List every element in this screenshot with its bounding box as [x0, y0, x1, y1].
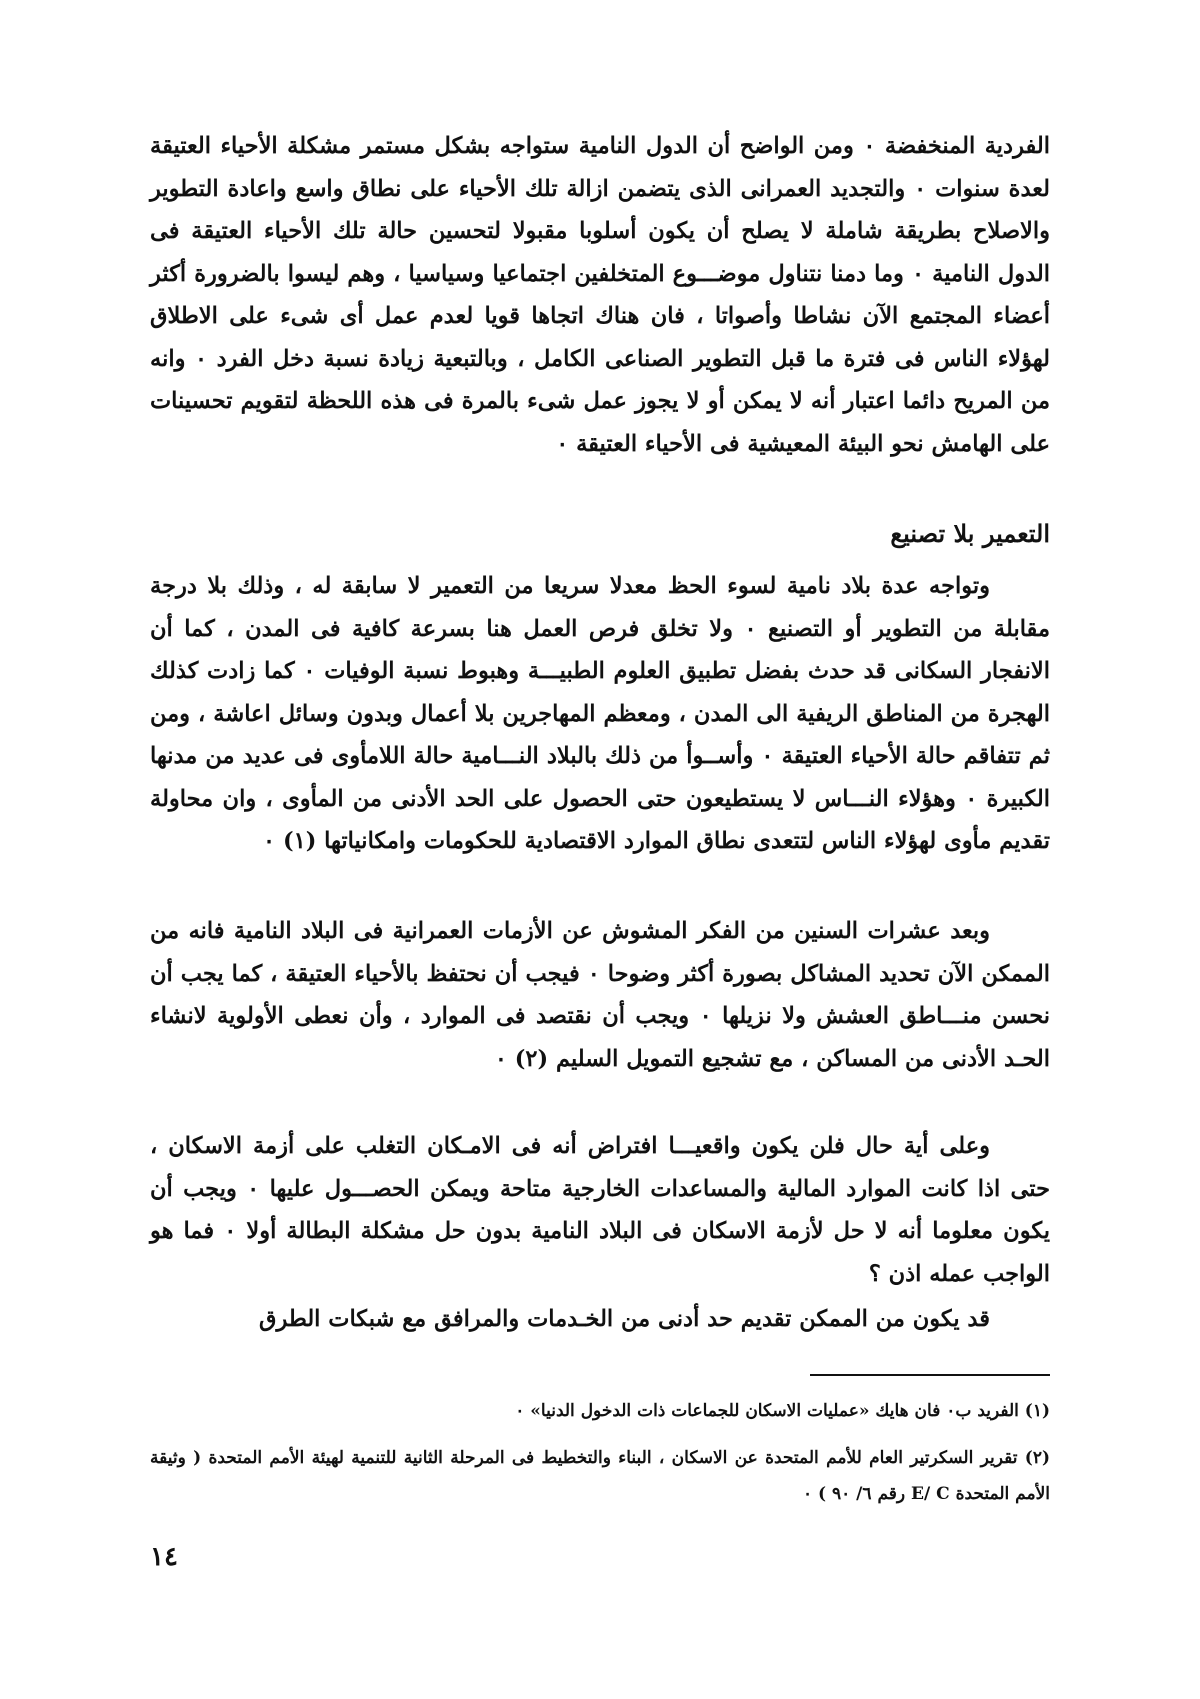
section-heading: التعمير بلا تصنيع	[890, 519, 1050, 548]
paragraph-4: وعلى أية حال فلن يكون واقعيـــا افتراض أنه فى الامـكان التغلب على أزمة الاسكان ، حتى اذا كانت الموارد المالية والمساعدات الخارجية متاحة ويمكن الحصـــول عليها ٠ ويجب أن يكون معلوما أنه لا حل لأزمة الاسكان فى البلاد النامية بدون حل مشكلة البطالة أولا ٠ فما هو الواجب عمله اذن ؟	[150, 1133, 1051, 1287]
footnote-1: (١) الفريد ب٠ فان هايك «عمليات الاسكان للجماعات ذات الدخول الدنيا» ٠	[515, 1401, 1050, 1421]
paragraph-1: الفردية المنخفضة ٠ ومن الواضح أن الدول النامية ستواجه بشكل مستمر مشكلة الأحياء العتيقة لعدة سنوات ٠ والتجديد العمرانى الذى يتضمن ازالة تلك الأحياء على نطاق واسع واعادة التطوير والاصلاح بطريقة شاملة لا يصلح أن يكون أسلوبا مقبولا لتحسين حالة تلك الأحياء العتيقة فى الدول النامية ٠ وما دمنا نتناول موضـــوع المتخلفين اجتماعيا وسياسيا ، وهم ليسوا بالضرورة أكثر أعضاء المجتمع الآن نشاطا وأصواتا ، فان هناك اتجاها قويا لعدم عمل أى شىء على الاطلاق لهؤلاء الناس فى فترة ما قبل التطوير الصناعى الكامل ، وبالتبعية زيادة نسبة دخل الفرد ٠ وانه من المريح دائما اعتبار أنه لا يمكن أو لا يجوز عمل شىء بالمرة فى هذه اللحظة لتقويم تحسينات على الهامش نحو البيئة المعيشية فى الأحياء العتيقة ٠	[150, 133, 1050, 457]
footnote-2: (٢) تقرير السكرتير العام للأمم المتحدة عن الاسكان ، البناء والتخطيط فى المرحلة الثانية للتنمية لهيئة الأمم المتحدة ( وثيقة الأمم المتحدة E/ C رقم ٦/ ٩٠ ) ٠	[150, 1448, 1050, 1504]
paragraph-5: قد يكون من الممكن تقديم حد أدنى من الخـدمات والمرافق مع شبكات الطرق	[259, 1306, 990, 1332]
page-number: ١٤	[150, 1542, 178, 1572]
footnote-divider	[810, 1374, 1050, 1376]
paragraph-2: وتواجه عدة بلاد نامية لسوء الحظ معدلا سريعا من التعمير لا سابقة له ، وذلك بلا درجة مقابلة من التطوير أو التصنيع ٠ ولا تخلق فرص العمل هنا بسرعة كافية فى المدن ، كما أن الانفجار السكانى قد حدث بفضل تطبيق العلوم الطبيـــة وهبوط نسبة الوفيات ٠ كما زادت كذلك الهجرة من المناطق الريفية الى المدن ، ومعظم المهاجرين بلا أعمال وبدون وسائل اعاشة ، ومن ثم تتفاقم حالة الأحياء العتيقة ٠ وأســوأ من ذلك بالبلاد النـــامية حالة اللامأوى فى عديد من مدنها الكبيرة ٠ وهؤلاء النـــاس لا يستطيعون حتى الحصول على الحد الأدنى من المأوى ، وان محاولة تقديم مأوى لهؤلاء الناس لتتعدى نطاق الموارد الاقتصادية للحكومات وامكانياتها (١) ٠	[150, 573, 1051, 854]
paragraph-3: وبعد عشرات السنين من الفكر المشوش عن الأزمات العمرانية فى البلاد النامية فانه من الممكن الآن تحديد المشاكل بصورة أكثر وضوحا ٠ فيجب أن نحتفظ بالأحياء العتيقة ، كما يجب أن نحسن منـــاطق العشش ولا نزيلها ٠ ويجب أن نقتصد فى الموارد ، وأن نعطى الأولوية لانشاء الحـد الأدنى من المساكن ، مع تشجيع التمويل السليم (٢) ٠	[150, 918, 1051, 1072]
